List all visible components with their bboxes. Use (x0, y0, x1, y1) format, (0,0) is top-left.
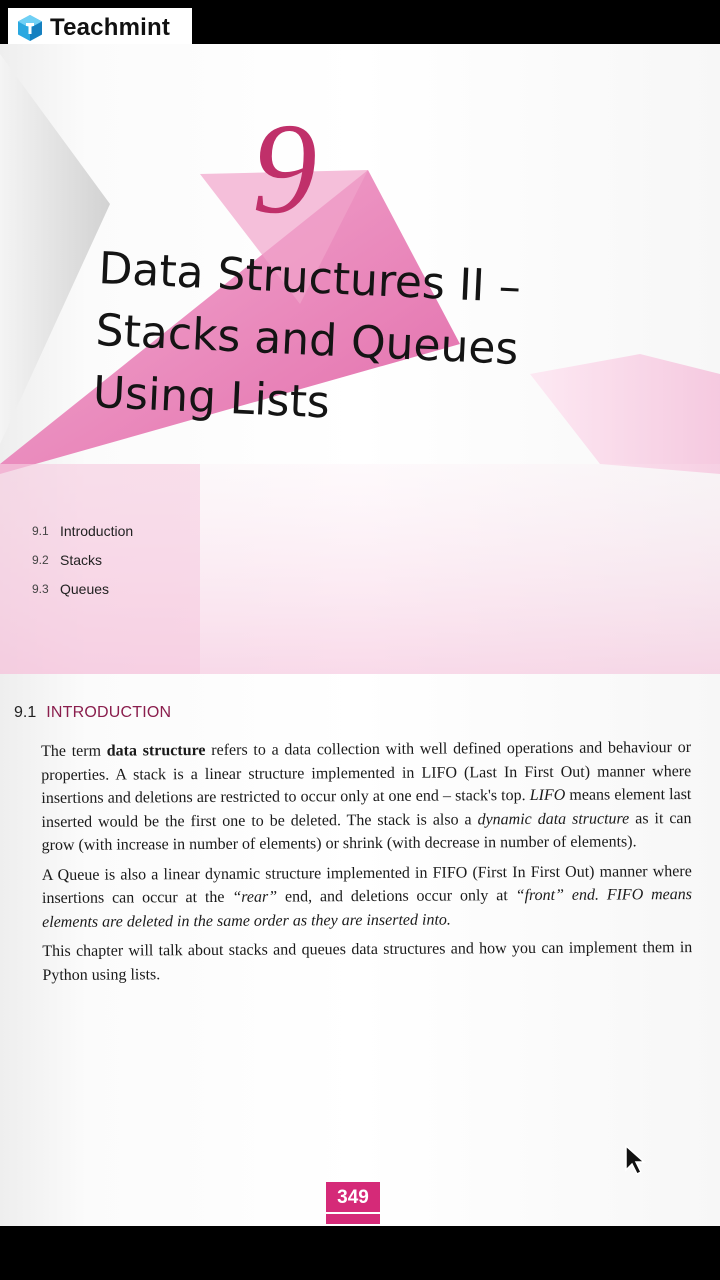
paragraph: This chapter will talk about stacks and queues data structures and how you can implement them in Python using lists. (42, 939, 693, 984)
bottom-bar (0, 1240, 720, 1280)
italic-term: “front” end. FIFO means elements are deleted in the same order as they are inserted into. (42, 886, 693, 931)
section-body (41, 736, 693, 993)
toc-number: 9.3 (32, 581, 49, 596)
toc-number: 9.1 (32, 523, 49, 538)
page-number: 349 (326, 1182, 380, 1224)
chapter-number: 9 (252, 97, 317, 241)
bold-term: data structure (106, 741, 206, 760)
section-label: INTRODUCTION (46, 704, 172, 721)
chapter-title-line: Stacks and Queues (94, 304, 520, 376)
toc-item (32, 516, 133, 545)
text: refers to a data collection with well defined operations and behaviour or properties. A stack is a linear structure implemented in LIFO (Last In First Out) manner where insertions and deletions are restricted to occur only at one end – stack's top. (41, 739, 692, 807)
italic-term: dynamic data structure (477, 809, 630, 828)
section-number: 9.1 (14, 704, 37, 721)
chapter-title-line: Data Structures II – (97, 242, 522, 314)
text: end, and deletions occur only at (277, 887, 516, 906)
toc-item (32, 545, 133, 574)
toc-label: Stacks (60, 551, 103, 568)
chapter-title (92, 238, 540, 444)
italic-term: “rear” (232, 888, 278, 906)
brand-name: Teachmint (50, 14, 171, 41)
text: The term (41, 742, 107, 760)
paragraph (42, 860, 692, 934)
text: means element last inserted would be the first one to be deleted. The stack is also a (41, 786, 692, 831)
mouse-pointer-icon (624, 1144, 648, 1176)
toc-number: 9.2 (32, 552, 49, 567)
section-heading (14, 704, 171, 722)
brand-badge (8, 8, 192, 48)
paragraph (41, 736, 692, 857)
toc-label: Introduction (60, 522, 134, 539)
teachmint-logo-icon (16, 14, 44, 42)
toc-label: Queues (60, 580, 110, 597)
text: A Queue is also a linear dynamic structure implemented in FIFO (First In First Out) manner where insertions can occur at the (41, 862, 692, 907)
chapter-title-line: Using Lists (91, 366, 331, 429)
italic-term: LIFO (529, 786, 566, 805)
toc-item (32, 574, 133, 603)
book-page (0, 44, 720, 1226)
text: as it can grow (with increase in number of elements) or shrink (with decrease in number of elements). (41, 809, 692, 854)
chapter-contents (32, 516, 133, 603)
